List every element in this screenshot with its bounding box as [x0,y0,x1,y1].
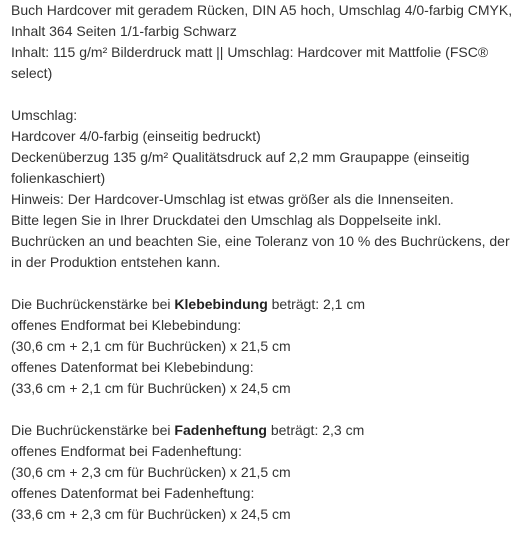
cover-line: Hardcover 4/0-farbig (einseitig bedruckt) [11,128,261,144]
binding-type-label: Fadenheftung [174,422,267,438]
cover-line: Deckenüberzug 135 g/m² Qualitätsdruck auf 2,2 mm Graupappe (einseitig [11,149,470,165]
spine-prefix: Die Buchrückenstärke bei [11,296,175,312]
spine-suffix: beträgt: 2,1 cm [267,296,366,312]
cover-heading: Umschlag: [11,107,78,123]
cover-note: Bitte legen Sie in Ihrer Druckdatei den Umschlag als Doppelseite inkl. [11,212,442,228]
summary-line: Buch Hardcover mit geradem Rücken, DIN A5 hoch, Umschlag 4/0-farbig CMYK, [11,2,513,18]
paragraph-spacer [11,84,517,105]
open-data-format-value: (33,6 cm + 2,1 cm für Buchrücken) x 24,5 cm [11,380,291,396]
summary-line: select) [11,65,53,81]
thread-spine-thickness [11,420,517,441]
open-data-format-label: offenes Datenformat bei Fadenheftung: [11,485,255,501]
cover-note: in der Produktion entstehen kann. [11,254,221,270]
thread-binding-section [11,420,517,525]
paragraph-spacer [11,273,517,294]
binding-type-label: Klebebindung [174,296,268,312]
cover-line: folienkaschiert) [11,170,106,186]
paragraph-spacer [11,399,517,420]
glue-binding-section [11,294,517,399]
spine-prefix: Die Buchrückenstärke bei [11,422,175,438]
cover-note: Hinweis: Der Hardcover-Umschlag ist etwas größer als die Innenseiten. [11,191,454,207]
product-summary [11,0,517,84]
open-data-format-label: offenes Datenformat bei Klebebindung: [11,359,254,375]
cover-note: Buchrücken an und beachten Sie, eine Toleranz von 10 % des Buchrückens, der [11,233,510,249]
open-final-format-value: (30,6 cm + 2,3 cm für Buchrücken) x 21,5 cm [11,464,291,480]
open-data-format-value: (33,6 cm + 2,3 cm für Buchrücken) x 24,5 cm [11,506,291,522]
summary-line: Inhalt 364 Seiten 1/1-farbig Schwarz [11,23,237,39]
glue-spine-thickness [11,294,517,315]
spine-suffix: beträgt: 2,3 cm [266,422,365,438]
cover-section [11,105,517,273]
open-final-format-value: (30,6 cm + 2,1 cm für Buchrücken) x 21,5 cm [11,338,291,354]
open-final-format-label: offenes Endformat bei Fadenheftung: [11,443,242,459]
summary-line: Inhalt: 115 g/m² Bilderdruck matt || Umschlag: Hardcover mit Mattfolie (FSC® [11,44,489,60]
open-final-format-label: offenes Endformat bei Klebebindung: [11,317,242,333]
